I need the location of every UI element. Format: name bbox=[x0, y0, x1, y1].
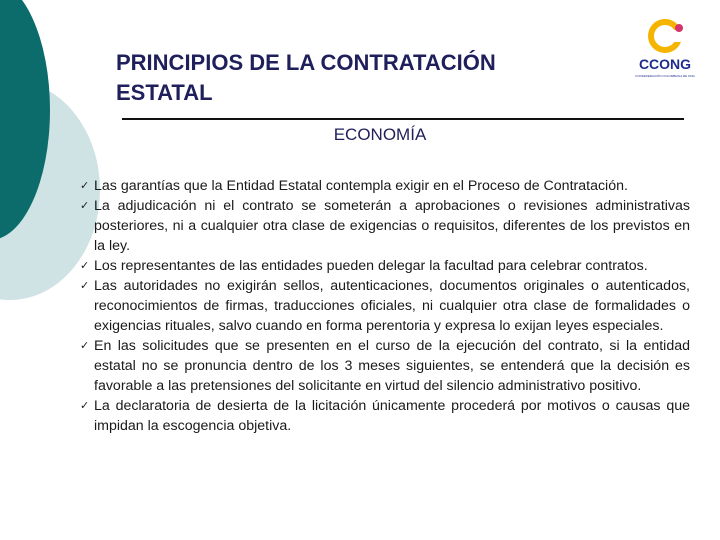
principles-list bbox=[80, 176, 690, 436]
list-item-text: Las garantías que la Entidad Estatal contempla exigir en el Proceso de Contratación. bbox=[94, 178, 628, 194]
logo-subtext: CONFEDERACIÓN COLOMBIANA DE ONG bbox=[635, 74, 695, 78]
ccong-logo bbox=[630, 18, 700, 78]
slide-title: PRINCIPIOS DE LA CONTRATACIÓN ESTATAL bbox=[116, 50, 496, 105]
list-item-text: En las solicitudes que se presenten en el curso de la ejecución del contrato, si la entidad estatal no se pronuncia dentro de los 3 meses siguientes, se entenderá que la decisión es favorable a las pretensiones del solicitante en virtud del silencio administrativo positivo. bbox=[94, 338, 690, 394]
list-item bbox=[80, 176, 690, 196]
check-mark-icon: ✓ bbox=[80, 179, 90, 192]
list-item bbox=[80, 276, 690, 336]
check-mark-icon: ✓ bbox=[80, 259, 90, 272]
list-item bbox=[80, 196, 690, 256]
list-item-text: La adjudicación ni el contrato se someterán a aprobaciones o revisiones administrativas posteriores, ni a cualquier otra clase de exigencias o requisitos, diferentes de los previstos en la ley. bbox=[94, 198, 690, 254]
logo-text: CCONG bbox=[638, 56, 692, 72]
logo-mark bbox=[630, 18, 700, 58]
list-item-text: Las autoridades no exigirán sellos, autenticaciones, documentos originales o autenticados, reconocimientos de firmas, traducciones oficiales, ni cualquier otra clase de formalidades o exigencias rituales, salvo cuando en forma perentoria y expresa lo exijan leyes especiales. bbox=[94, 278, 690, 334]
check-mark-icon: ✓ bbox=[80, 399, 90, 412]
section-subtitle: ECONOMÍA bbox=[333, 125, 427, 144]
list-item bbox=[80, 396, 690, 436]
list-item-text: La declaratoria de desierta de la licitación únicamente procederá por motivos o causas que impidan la escogencia objetiva. bbox=[94, 398, 690, 434]
check-mark-icon: ✓ bbox=[80, 279, 90, 292]
list-item bbox=[80, 336, 690, 396]
check-mark-icon: ✓ bbox=[80, 199, 90, 212]
list-item bbox=[80, 256, 690, 276]
check-mark-icon: ✓ bbox=[80, 339, 90, 352]
title-divider bbox=[122, 118, 684, 120]
list-item-text: Los representantes de las entidades pueden delegar la facultad para celebrar contratos. bbox=[94, 258, 648, 274]
